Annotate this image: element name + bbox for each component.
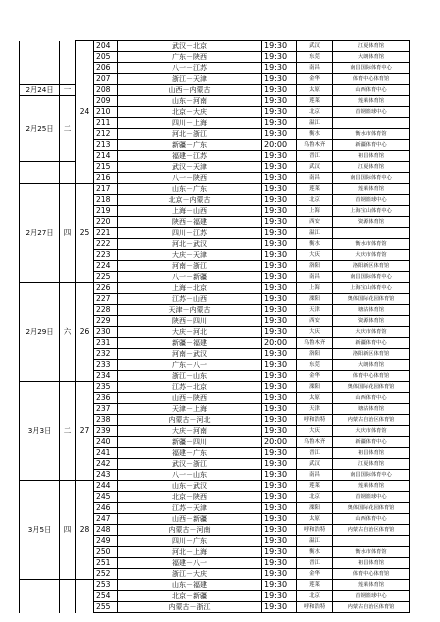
tipoff-time: 19:30 (262, 503, 297, 514)
tipoff-time: 19:30 (262, 294, 297, 305)
matchup: 武汉－浙江 (118, 459, 262, 470)
matchup: 新疆－四川 (118, 437, 262, 448)
tipoff-time: 19:30 (262, 74, 297, 85)
matchup: 江苏－天津 (118, 503, 262, 514)
schedule-table (19, 40, 410, 613)
host-city: 太原 (297, 393, 333, 404)
matchup: 武汉－天津 (118, 162, 262, 173)
venue: 体育中心体育馆 (333, 371, 410, 382)
host-city: 温江 (297, 536, 333, 547)
game-number: 229 (94, 316, 118, 327)
host-city: 金华 (297, 569, 333, 580)
matchup: 内蒙古－河南 (118, 525, 262, 536)
game-number: 214 (94, 151, 118, 162)
matchup: 北京－新疆 (118, 591, 262, 602)
host-city: 乌鲁木齐 (297, 140, 333, 151)
game-number: 217 (94, 184, 118, 195)
host-city: 金华 (297, 74, 333, 85)
host-city: 大庆 (297, 327, 333, 338)
venue: 塘沽体育馆 (333, 305, 410, 316)
matchup: 大庆－河北 (118, 327, 262, 338)
tipoff-time: 19:30 (262, 283, 297, 294)
venue: 大朗体育馆 (333, 360, 410, 371)
game-number: 226 (94, 283, 118, 294)
venue: 衡水市体育馆 (333, 129, 410, 140)
schedule-body (20, 41, 410, 613)
tipoff-time: 19:30 (262, 481, 297, 492)
host-city: 莲莱 (297, 96, 333, 107)
game-number: 254 (94, 591, 118, 602)
venue: 塘沽体育馆 (333, 404, 410, 415)
host-city: 上海 (297, 206, 333, 217)
host-city: 溧阳 (297, 294, 333, 305)
round-cell: 26 (76, 283, 94, 382)
host-city: 晋江 (297, 151, 333, 162)
tipoff-time: 19:30 (262, 217, 297, 228)
game-number: 233 (94, 360, 118, 371)
game-number: 248 (94, 525, 118, 536)
matchup: 山东－福建 (118, 580, 262, 591)
tipoff-time: 19:30 (262, 250, 297, 261)
venue: 祖昌体育馆 (333, 448, 410, 459)
tipoff-time: 19:30 (262, 228, 297, 239)
matchup: 四川－上海 (118, 118, 262, 129)
tipoff-time: 19:30 (262, 195, 297, 206)
venue: 洛阳新区体育馆 (333, 261, 410, 272)
host-city: 上海 (297, 283, 333, 294)
matchup: 内蒙古－河北 (118, 415, 262, 426)
venue: 内蒙古自治区体育馆 (333, 525, 410, 536)
host-city: 晋江 (297, 558, 333, 569)
table-row (20, 283, 410, 294)
venue: 新疆体育中心 (333, 437, 410, 448)
matchup: 陕西－福建 (118, 217, 262, 228)
matchup: 福建－八一 (118, 558, 262, 569)
game-number: 239 (94, 426, 118, 437)
matchup: 河南－浙江 (118, 261, 262, 272)
game-number: 211 (94, 118, 118, 129)
matchup: 新疆－广东 (118, 140, 262, 151)
host-city: 金华 (297, 371, 333, 382)
host-city: 武汉 (297, 162, 333, 173)
matchup: 广东－陕西 (118, 52, 262, 63)
tipoff-time: 20:00 (262, 338, 297, 349)
venue: 洛阳新区体育馆 (333, 349, 410, 360)
game-number: 238 (94, 415, 118, 426)
game-number: 206 (94, 63, 118, 74)
tipoff-time: 19:30 (262, 459, 297, 470)
venue: 南昌国际体育中心 (333, 173, 410, 184)
host-city: 呼和浩特 (297, 602, 333, 613)
matchup: 八一－江苏 (118, 63, 262, 74)
host-city: 溧阳 (297, 503, 333, 514)
venue: 资源体育馆 (333, 316, 410, 327)
matchup: 北京－内蒙古 (118, 195, 262, 206)
date-cell: 2月29日 (20, 283, 60, 382)
matchup: 内蒙古－浙江 (118, 602, 262, 613)
venue: 大庆市体育馆 (333, 426, 410, 437)
date-cell: 3月3日 (20, 382, 60, 481)
tipoff-time: 20:00 (262, 140, 297, 151)
tipoff-time: 19:30 (262, 118, 297, 129)
matchup: 北京－陕西 (118, 492, 262, 503)
table-row (20, 184, 410, 195)
venue: 新疆体育中心 (333, 338, 410, 349)
date-cell: 2月27日 (20, 184, 60, 283)
tipoff-time: 19:30 (262, 272, 297, 283)
host-city: 衡水 (297, 547, 333, 558)
game-number: 234 (94, 371, 118, 382)
host-city: 温江 (297, 228, 333, 239)
weekday-cell (60, 162, 76, 184)
venue: 南昌国际体育中心 (333, 63, 410, 74)
game-number: 242 (94, 459, 118, 470)
host-city: 天津 (297, 404, 333, 415)
host-city: 西安 (297, 217, 333, 228)
host-city: 呼和浩特 (297, 525, 333, 536)
venue: 资源体育馆 (333, 217, 410, 228)
matchup: 山东－武汉 (118, 481, 262, 492)
game-number: 219 (94, 206, 118, 217)
tipoff-time: 19:30 (262, 52, 297, 63)
round-cell: 24 (76, 41, 94, 184)
matchup: 四川－江苏 (118, 228, 262, 239)
host-city: 武汉 (297, 459, 333, 470)
game-number: 236 (94, 393, 118, 404)
host-city: 莲莱 (297, 184, 333, 195)
matchup: 江苏－山西 (118, 294, 262, 305)
host-city: 武汉 (297, 41, 333, 52)
matchup: 上海－北京 (118, 283, 262, 294)
round-cell: 25 (76, 184, 94, 283)
tipoff-time: 19:30 (262, 602, 297, 613)
host-city: 洛阳 (297, 261, 333, 272)
venue (333, 536, 410, 547)
venue: 江夏体育馆 (333, 162, 410, 173)
date-cell: 2月24日 (20, 85, 60, 96)
weekday-cell: 六 (60, 283, 76, 382)
matchup: 山东－广东 (118, 184, 262, 195)
game-number: 244 (94, 481, 118, 492)
host-city: 东莞 (297, 360, 333, 371)
host-city: 呼和浩特 (297, 415, 333, 426)
game-number: 243 (94, 470, 118, 481)
venue: 衡水市体育馆 (333, 239, 410, 250)
host-city: 大庆 (297, 426, 333, 437)
tipoff-time: 19:30 (262, 536, 297, 547)
tipoff-time: 19:30 (262, 569, 297, 580)
matchup: 浙江－天津 (118, 74, 262, 85)
venue: 江夏体育馆 (333, 41, 410, 52)
venue: 体育中心体育馆 (333, 74, 410, 85)
venue: 江夏体育馆 (333, 459, 410, 470)
game-number: 213 (94, 140, 118, 151)
matchup: 天津－内蒙古 (118, 305, 262, 316)
host-city: 北京 (297, 591, 333, 602)
host-city: 东莞 (297, 52, 333, 63)
venue: 大朗体育馆 (333, 52, 410, 63)
venue: 奥体国际花园体育馆 (333, 382, 410, 393)
tipoff-time: 19:30 (262, 492, 297, 503)
venue: 首钢篮球中心 (333, 591, 410, 602)
game-number: 237 (94, 404, 118, 415)
game-number: 247 (94, 514, 118, 525)
venue: 奥体国际花园体育馆 (333, 294, 410, 305)
venue: 祖昌体育馆 (333, 151, 410, 162)
weekday-cell: 一 (60, 85, 76, 96)
game-number: 250 (94, 547, 118, 558)
venue: 南昌国际体育中心 (333, 470, 410, 481)
host-city: 衡水 (297, 129, 333, 140)
matchup: 河北－上海 (118, 547, 262, 558)
matchup: 河南－武汉 (118, 349, 262, 360)
round-cell: 27 (76, 382, 94, 481)
game-number: 208 (94, 85, 118, 96)
matchup: 武汉－北京 (118, 41, 262, 52)
weekday-cell: 二 (60, 382, 76, 481)
tipoff-time: 19:30 (262, 316, 297, 327)
tipoff-time: 19:30 (262, 547, 297, 558)
weekday-cell (60, 580, 76, 613)
tipoff-time: 19:30 (262, 470, 297, 481)
tipoff-time: 19:30 (262, 580, 297, 591)
tipoff-time: 19:30 (262, 96, 297, 107)
round-cell: 28 (76, 481, 94, 580)
game-number: 232 (94, 349, 118, 360)
host-city: 太原 (297, 514, 333, 525)
game-number: 245 (94, 492, 118, 503)
game-number: 221 (94, 228, 118, 239)
matchup: 四川－广东 (118, 536, 262, 547)
venue: 新疆体育中心 (333, 140, 410, 151)
date-cell (20, 162, 60, 184)
tipoff-time: 19:30 (262, 558, 297, 569)
game-number: 223 (94, 250, 118, 261)
game-number: 218 (94, 195, 118, 206)
matchup: 山西－新疆 (118, 514, 262, 525)
table-row (20, 382, 410, 393)
game-number: 246 (94, 503, 118, 514)
host-city: 南昌 (297, 470, 333, 481)
host-city: 北京 (297, 492, 333, 503)
host-city: 温江 (297, 118, 333, 129)
host-city: 乌鲁木齐 (297, 338, 333, 349)
matchup: 上海－山西 (118, 206, 262, 217)
matchup: 新疆－福建 (118, 338, 262, 349)
host-city: 太原 (297, 85, 333, 96)
venue: 上海宝山体育中心 (333, 206, 410, 217)
venue: 莲莱体育馆 (333, 580, 410, 591)
game-number: 225 (94, 272, 118, 283)
host-city: 洛阳 (297, 349, 333, 360)
table-row (20, 481, 410, 492)
host-city: 莲莱 (297, 580, 333, 591)
tipoff-time: 19:30 (262, 371, 297, 382)
matchup: 山东－河南 (118, 96, 262, 107)
game-number: 227 (94, 294, 118, 305)
venue: 大庆市体育馆 (333, 327, 410, 338)
game-number: 216 (94, 173, 118, 184)
game-number: 231 (94, 338, 118, 349)
venue: 上海宝山体育中心 (333, 283, 410, 294)
venue: 首钢篮球中心 (333, 107, 410, 118)
game-number: 224 (94, 261, 118, 272)
tipoff-time: 19:30 (262, 525, 297, 536)
weekday-cell: 二 (60, 96, 76, 162)
date-cell: 3月5日 (20, 481, 60, 580)
venue: 内蒙古自治区体育馆 (333, 602, 410, 613)
tipoff-time: 19:30 (262, 382, 297, 393)
tipoff-time: 19:30 (262, 129, 297, 140)
host-city: 南昌 (297, 63, 333, 74)
tipoff-time: 19:30 (262, 349, 297, 360)
tipoff-time: 20:00 (262, 437, 297, 448)
venue: 衡水市体育馆 (333, 547, 410, 558)
game-number: 230 (94, 327, 118, 338)
venue: 山西体育中心 (333, 514, 410, 525)
venue: 莲莱体育馆 (333, 184, 410, 195)
game-number: 207 (94, 74, 118, 85)
host-city: 西安 (297, 316, 333, 327)
venue: 山西体育中心 (333, 393, 410, 404)
matchup: 山西－内蒙古 (118, 85, 262, 96)
venue: 内蒙古自治区体育馆 (333, 415, 410, 426)
matchup: 浙江－大庆 (118, 569, 262, 580)
venue: 莲莱体育馆 (333, 96, 410, 107)
host-city: 大庆 (297, 250, 333, 261)
game-number: 222 (94, 239, 118, 250)
matchup: 天津－上海 (118, 404, 262, 415)
venue: 首钢篮球中心 (333, 492, 410, 503)
tipoff-time: 19:30 (262, 305, 297, 316)
table-row (20, 41, 410, 52)
matchup: 八一－新疆 (118, 272, 262, 283)
game-number: 241 (94, 448, 118, 459)
tipoff-time: 19:30 (262, 327, 297, 338)
game-number: 210 (94, 107, 118, 118)
matchup: 河北－武汉 (118, 239, 262, 250)
matchup: 浙江－山东 (118, 371, 262, 382)
game-number: 215 (94, 162, 118, 173)
tipoff-time: 19:30 (262, 448, 297, 459)
game-number: 204 (94, 41, 118, 52)
date-cell (20, 41, 60, 85)
table-row (20, 580, 410, 591)
game-number: 235 (94, 382, 118, 393)
tipoff-time: 19:30 (262, 41, 297, 52)
round-cell (76, 580, 94, 613)
weekday-cell: 四 (60, 481, 76, 580)
venue: 山西体育中心 (333, 85, 410, 96)
tipoff-time: 19:30 (262, 415, 297, 426)
tipoff-time: 19:30 (262, 360, 297, 371)
tipoff-time: 19:30 (262, 85, 297, 96)
tipoff-time: 19:30 (262, 107, 297, 118)
matchup: 河北－浙江 (118, 129, 262, 140)
host-city: 晋江 (297, 448, 333, 459)
host-city: 莲莱 (297, 481, 333, 492)
host-city: 衡水 (297, 239, 333, 250)
tipoff-time: 19:30 (262, 184, 297, 195)
venue: 体育中心体育馆 (333, 569, 410, 580)
matchup: 广东－八一 (118, 360, 262, 371)
weekday-cell (60, 41, 76, 85)
game-number: 251 (94, 558, 118, 569)
venue (333, 228, 410, 239)
tipoff-time: 19:30 (262, 63, 297, 74)
matchup: 北京－大庆 (118, 107, 262, 118)
host-city: 南昌 (297, 173, 333, 184)
tipoff-time: 19:30 (262, 404, 297, 415)
host-city: 乌鲁木齐 (297, 437, 333, 448)
game-number: 249 (94, 536, 118, 547)
tipoff-time: 19:30 (262, 173, 297, 184)
matchup: 八一－陕西 (118, 173, 262, 184)
game-number: 252 (94, 569, 118, 580)
date-cell: 2月25日 (20, 96, 60, 162)
matchup: 大庆－河南 (118, 426, 262, 437)
venue: 祖昌体育馆 (333, 558, 410, 569)
date-cell (20, 580, 60, 613)
venue: 南昌国际体育中心 (333, 272, 410, 283)
game-number: 228 (94, 305, 118, 316)
game-number: 205 (94, 52, 118, 63)
game-number: 209 (94, 96, 118, 107)
venue (333, 118, 410, 129)
matchup: 江苏－北京 (118, 382, 262, 393)
host-city: 南昌 (297, 272, 333, 283)
game-number: 212 (94, 129, 118, 140)
host-city: 北京 (297, 107, 333, 118)
matchup: 大庆－天津 (118, 250, 262, 261)
tipoff-time: 19:30 (262, 591, 297, 602)
tipoff-time: 19:30 (262, 151, 297, 162)
tipoff-time: 19:30 (262, 426, 297, 437)
game-number: 220 (94, 217, 118, 228)
tipoff-time: 19:30 (262, 514, 297, 525)
tipoff-time: 19:30 (262, 206, 297, 217)
game-number: 240 (94, 437, 118, 448)
venue: 首钢篮球中心 (333, 195, 410, 206)
venue: 莲莱体育馆 (333, 481, 410, 492)
host-city: 北京 (297, 195, 333, 206)
venue: 奥体国际花园体育馆 (333, 503, 410, 514)
matchup: 福建－江苏 (118, 151, 262, 162)
game-number: 255 (94, 602, 118, 613)
tipoff-time: 19:30 (262, 393, 297, 404)
venue: 大庆市体育馆 (333, 250, 410, 261)
matchup: 陕西－四川 (118, 316, 262, 327)
matchup: 福建－广东 (118, 448, 262, 459)
tipoff-time: 19:30 (262, 261, 297, 272)
host-city: 天津 (297, 305, 333, 316)
tipoff-time: 19:30 (262, 162, 297, 173)
game-number: 253 (94, 580, 118, 591)
matchup: 山西－陕西 (118, 393, 262, 404)
matchup: 八一－山东 (118, 470, 262, 481)
tipoff-time: 19:30 (262, 239, 297, 250)
weekday-cell: 四 (60, 184, 76, 283)
host-city: 溧阳 (297, 382, 333, 393)
